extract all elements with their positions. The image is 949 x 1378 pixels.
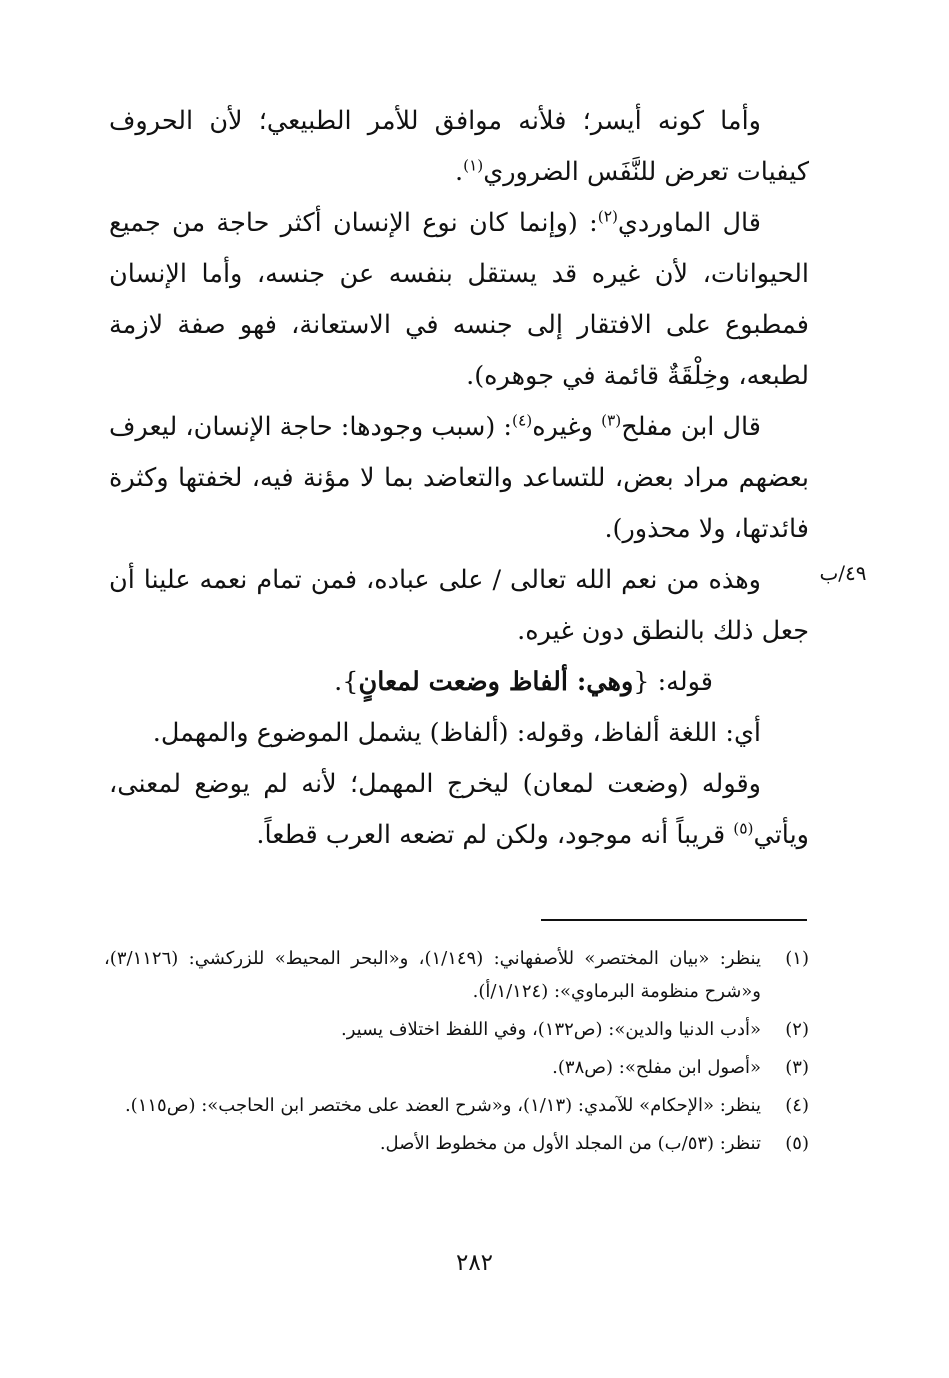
main-text bbox=[109, 96, 809, 861]
footnote-text: تنظر: (٥٣/ب) من المجلد الأول من مخطوط الأصل. bbox=[379, 1133, 761, 1154]
manuscript-folio-note: ٤٩/ب bbox=[819, 561, 867, 585]
footnote-number: (٥) bbox=[785, 1133, 809, 1154]
footnote-number: (١) bbox=[785, 948, 809, 969]
paragraph-3: قال ابن مفلح$^{(٣)}$ وغيره$^{(٤)}$: (سبب وجودها: حاجة الإنسان، ليعرف بعضهم مراد بعض، للتساعد والتعاضد بما لا مؤنة فيه، لخفتها وكثرة فائدتها، ولا محذور). bbox=[109, 411, 809, 544]
footnote-number: (٣) bbox=[785, 1057, 809, 1078]
footnote-3 bbox=[104, 1051, 809, 1084]
paragraph-4: وهذه من نعم الله تعالى / على عباده، فمن تمام نعمه علينا أن جعل ذلك بالنطق دون غيره. bbox=[109, 565, 809, 646]
footnote-separator bbox=[541, 919, 807, 921]
footnote-ref-5[interactable]: (٥) bbox=[733, 819, 754, 838]
footnote-text: «أصول ابن مفلح»: (ص٣٨). bbox=[552, 1057, 761, 1078]
footnote-ref-1[interactable]: (١) bbox=[463, 156, 484, 175]
footnote-text: ينظر: «بيان المختصر» للأصفهاني: (١/١٤٩)، و«البحر المحيط» للزركشي: (٣/١١٢٦)، و«شرح منظومة البرماوي»: (١/١٢٤/أ). bbox=[104, 948, 761, 1002]
paragraph-2: قال الماوردي$^{(٢)}$: (وإنما كان نوع الإنسان أكثر حاجة من جميع الحيوانات، لأن غيره قد يستقل بنفسه عن جنسه، وأما الإنسان فمطبوع على الافتقار إلى جنسه في الاستعانة، فهو صفة لازمة لطبعه، وخِلْقَةٌ قائمة في جوهره). bbox=[109, 207, 809, 391]
footnote-1 bbox=[104, 942, 809, 1008]
footnote-text: «أدب الدنيا والدين»: (ص١٣٢)، وفي اللفظ اختلاف يسير. bbox=[341, 1019, 761, 1040]
paragraph-5: قوله: {وهي: ألفاظ وضعت لمعانٍ}. bbox=[334, 667, 713, 697]
footnote-ref-4[interactable]: (٤) bbox=[512, 411, 533, 430]
footnote-number: (٤) bbox=[785, 1095, 809, 1116]
footnote-4 bbox=[104, 1089, 809, 1122]
footnote-5 bbox=[104, 1127, 809, 1160]
matn-quote: وهي: ألفاظ وضعت لمعانٍ bbox=[358, 667, 634, 697]
footnote-text: ينظر: «الإحكام» للآمدي: (١/١٣)، و«شرح العضد على مختصر ابن الحاجب»: (ص١١٥). bbox=[124, 1095, 761, 1116]
paragraph-7: وقوله (وضعت لمعان) ليخرج المهمل؛ لأنه لم يوضع لمعنى، ويأتي$^{(٥)}$ قريباً أنه موجود، ولكن لم تضعه العرب قطعاً. bbox=[109, 769, 809, 850]
footnote-ref-2[interactable]: (٢) bbox=[597, 207, 618, 226]
paragraph-6: أي: اللغة ألفاظ، وقوله: (ألفاظ) يشمل الموضوع والمهمل. bbox=[152, 718, 761, 748]
paragraph-1: وأما كونه أيسر؛ فلأنه موافق للأمر الطبيعي؛ لأن الحروف كيفيات تعرض للنَّفَس الضروري$^{(١)}$. bbox=[109, 106, 809, 187]
page-number: ٢٨٢ bbox=[455, 1250, 494, 1276]
footnote-2 bbox=[104, 1013, 809, 1046]
footnotes bbox=[104, 942, 809, 1165]
footnote-ref-3[interactable]: (٣) bbox=[601, 411, 622, 430]
footnote-number: (٢) bbox=[785, 1019, 809, 1040]
